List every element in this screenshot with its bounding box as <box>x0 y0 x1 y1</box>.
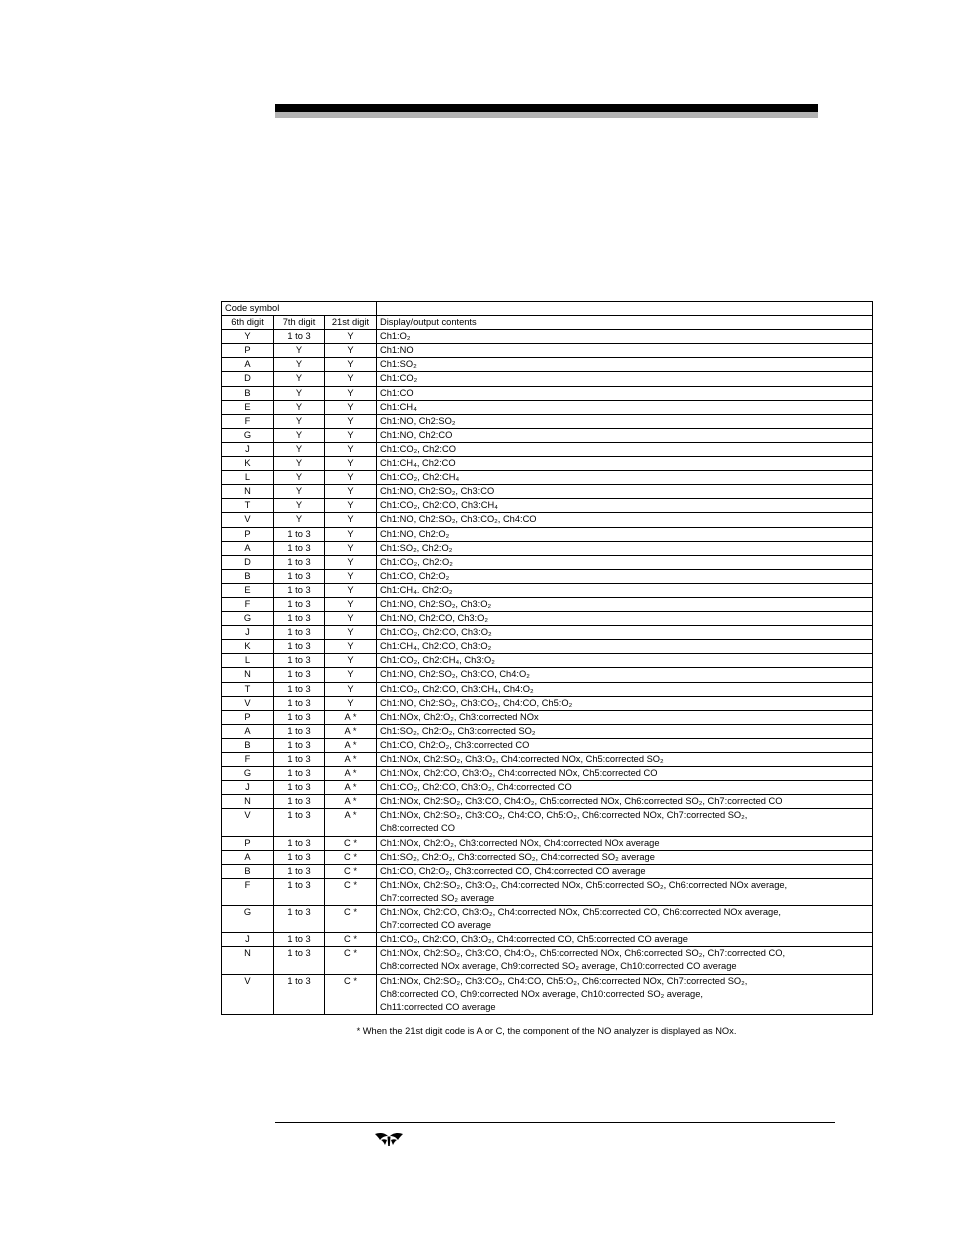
cell-display-output-contents <box>377 724 873 738</box>
cell-7th-digit: Y <box>274 457 325 471</box>
cell-display-output-contents <box>377 330 873 344</box>
cell-7th-digit: 1 to 3 <box>274 753 325 767</box>
content-line: Ch1:CO₂, Ch2:CO, Ch3:O₂, Ch4:corrected CO, Ch5:corrected CO average <box>380 934 688 945</box>
cell-7th-digit: 1 to 3 <box>274 850 325 864</box>
cell-display-output-contents <box>377 626 873 640</box>
cell-7th-digit: 1 to 3 <box>274 878 325 905</box>
table-row <box>222 668 873 682</box>
cell-7th-digit: Y <box>274 513 325 527</box>
table-row <box>222 612 873 626</box>
cell-7th-digit: Y <box>274 386 325 400</box>
cell-21st-digit: Y <box>325 640 377 654</box>
cell-21st-digit: C * <box>325 878 377 905</box>
table-row <box>222 414 873 428</box>
table-row <box>222 330 873 344</box>
cell-display-output-contents <box>377 569 873 583</box>
cell-7th-digit: Y <box>274 442 325 456</box>
cell-7th-digit: 1 to 3 <box>274 330 325 344</box>
content-line: Ch1:CH₄, Ch2:CO, Ch3:O₂ <box>380 641 492 652</box>
cell-21st-digit: Y <box>325 541 377 555</box>
cell-display-output-contents <box>377 583 873 597</box>
cell-6th-digit: V <box>222 696 274 710</box>
cell-21st-digit: A * <box>325 738 377 752</box>
table-row <box>222 767 873 781</box>
table-row <box>222 906 873 933</box>
content-line: Ch8:corrected CO, Ch9:corrected NOx average, Ch10:corrected SO₂ average, <box>380 988 703 999</box>
cell-display-output-contents <box>377 428 873 442</box>
cell-21st-digit: Y <box>325 499 377 513</box>
cell-display-output-contents <box>377 471 873 485</box>
cell-21st-digit: Y <box>325 654 377 668</box>
cell-6th-digit: T <box>222 499 274 513</box>
cell-6th-digit: V <box>222 809 274 836</box>
cell-7th-digit: Y <box>274 344 325 358</box>
cell-7th-digit: 1 to 3 <box>274 541 325 555</box>
table-row <box>222 864 873 878</box>
content-line: Ch1:CH₄. Ch2:O₂ <box>380 584 453 595</box>
content-line: Ch1:CO, Ch2:O₂, Ch3:corrected CO, Ch4:corrected CO average <box>380 865 646 876</box>
table-row <box>222 344 873 358</box>
cell-21st-digit: Y <box>325 344 377 358</box>
cell-7th-digit: 1 to 3 <box>274 738 325 752</box>
content-line: Ch1:CO₂, Ch2:CH₄, Ch3:O₂ <box>380 655 495 666</box>
cell-7th-digit: 1 to 3 <box>274 682 325 696</box>
table-row <box>222 541 873 555</box>
cell-6th-digit: P <box>222 527 274 541</box>
content-line: Ch1:NO, Ch2:CO <box>380 429 453 440</box>
cell-6th-digit: B <box>222 569 274 583</box>
table-row <box>222 809 873 836</box>
content-line: Ch1:SO₂, Ch2:O₂, Ch3:corrected SO₂ <box>380 725 536 736</box>
table-row <box>222 499 873 513</box>
content-line: Ch7:corrected SO₂ average <box>380 892 495 903</box>
content-line: Ch8:corrected CO <box>380 823 455 834</box>
cell-7th-digit: Y <box>274 414 325 428</box>
table-row <box>222 724 873 738</box>
cell-6th-digit: G <box>222 767 274 781</box>
table-row <box>222 850 873 864</box>
cell-display-output-contents <box>377 640 873 654</box>
table-row <box>222 358 873 372</box>
table-row <box>222 626 873 640</box>
cell-21st-digit: C * <box>325 933 377 947</box>
cell-7th-digit: 1 to 3 <box>274 696 325 710</box>
cell-6th-digit: N <box>222 668 274 682</box>
cell-display-output-contents <box>377 738 873 752</box>
cell-21st-digit: C * <box>325 947 377 974</box>
content-line: Ch1:CH₄, Ch2:CO <box>380 458 456 469</box>
footer-rule <box>275 1122 835 1123</box>
cell-6th-digit: F <box>222 878 274 905</box>
cell-display-output-contents <box>377 513 873 527</box>
cell-21st-digit: Y <box>325 626 377 640</box>
cell-21st-digit: A * <box>325 753 377 767</box>
table-header-row <box>222 316 873 330</box>
cell-6th-digit: D <box>222 372 274 386</box>
table-row <box>222 485 873 499</box>
cell-6th-digit: F <box>222 414 274 428</box>
cell-display-output-contents <box>377 358 873 372</box>
table-row <box>222 372 873 386</box>
table-row <box>222 710 873 724</box>
table-row <box>222 428 873 442</box>
cell-display-output-contents <box>377 344 873 358</box>
content-line: Ch11:corrected CO average <box>380 1001 496 1012</box>
cell-7th-digit: Y <box>274 358 325 372</box>
cell-7th-digit: 1 to 3 <box>274 640 325 654</box>
table-row <box>222 696 873 710</box>
footnote: * When the 21st digit code is A or C, the component of the NO analyzer is displayed as NOx. <box>356 1026 737 1036</box>
table-row <box>222 878 873 905</box>
content-line: Ch1:NOx, Ch2:CO, Ch3:O₂, Ch4:corrected NOx, Ch5:corrected CO, Ch6:corrected NOx average, <box>380 907 781 918</box>
cell-6th-digit: P <box>222 344 274 358</box>
cell-7th-digit: Y <box>274 499 325 513</box>
table-row <box>222 555 873 569</box>
cell-6th-digit: L <box>222 654 274 668</box>
cell-7th-digit: 1 to 3 <box>274 864 325 878</box>
cell-6th-digit: V <box>222 974 274 1014</box>
content-line: Ch1:CO₂, Ch2:CO <box>380 443 456 454</box>
content-line: Ch1:NOx, Ch2:SO₂, Ch3:CO₂, Ch4:CO, Ch5:O₂, Ch6:corrected NOx, Ch7:corrected SO₂, <box>380 810 748 821</box>
cell-7th-digit: Y <box>274 400 325 414</box>
cell-6th-digit: J <box>222 442 274 456</box>
content-line: Ch1:CO, Ch2:O₂, Ch3:corrected CO <box>380 739 530 750</box>
cell-21st-digit: Y <box>325 569 377 583</box>
cell-6th-digit: B <box>222 864 274 878</box>
cell-7th-digit: 1 to 3 <box>274 626 325 640</box>
cell-21st-digit: Y <box>325 330 377 344</box>
cell-21st-digit: Y <box>325 358 377 372</box>
table-row <box>222 836 873 850</box>
cell-6th-digit: K <box>222 457 274 471</box>
cell-21st-digit: Y <box>325 471 377 485</box>
cell-6th-digit: J <box>222 781 274 795</box>
cell-display-output-contents <box>377 947 873 974</box>
cell-7th-digit: 1 to 3 <box>274 836 325 850</box>
cell-6th-digit: P <box>222 710 274 724</box>
cell-7th-digit: 1 to 3 <box>274 527 325 541</box>
table-row <box>222 442 873 456</box>
cell-6th-digit: G <box>222 906 274 933</box>
content-line: Ch1:CO₂, Ch2:CH₄ <box>380 472 460 483</box>
cell-7th-digit: 1 to 3 <box>274 569 325 583</box>
header-rule-shadow <box>275 112 818 118</box>
content-line: Ch1:CO₂, Ch2:O₂ <box>380 556 453 567</box>
table-row <box>222 386 873 400</box>
cell-display-output-contents <box>377 767 873 781</box>
cell-display-output-contents <box>377 612 873 626</box>
cell-display-output-contents <box>377 710 873 724</box>
content-line: Ch1:O₂ <box>380 331 411 342</box>
content-line: Ch1:NOx, Ch2:SO₂, Ch3:CO₂, Ch4:CO, Ch5:O₂, Ch6:corrected NOx, Ch7:corrected SO₂, <box>380 975 748 986</box>
table-row <box>222 933 873 947</box>
cell-7th-digit: 1 to 3 <box>274 583 325 597</box>
cell-display-output-contents <box>377 442 873 456</box>
table-row <box>222 569 873 583</box>
content-line: Ch1:NOx, Ch2:O₂, Ch3:corrected NOx, Ch4:corrected NOx average <box>380 837 660 848</box>
header-rule <box>275 104 818 112</box>
cell-display-output-contents <box>377 850 873 864</box>
cell-7th-digit: 1 to 3 <box>274 947 325 974</box>
table-row <box>222 583 873 597</box>
cell-7th-digit: Y <box>274 485 325 499</box>
cell-21st-digit: Y <box>325 527 377 541</box>
content-line: Ch1:NO, Ch2:SO₂, Ch3:CO, Ch4:O₂ <box>380 669 530 680</box>
cell-21st-digit: Y <box>325 485 377 499</box>
table-row <box>222 400 873 414</box>
cell-21st-digit: A * <box>325 724 377 738</box>
cell-display-output-contents <box>377 668 873 682</box>
content-line: Ch1:NOx, Ch2:SO₂, Ch3:CO, Ch4:O₂, Ch5:corrected NOx, Ch6:corrected SO₂, Ch7:corrected CO <box>380 796 783 807</box>
cell-6th-digit: N <box>222 485 274 499</box>
content-line: Ch7:corrected CO average <box>380 920 492 931</box>
content-line: Ch1:NO, Ch2:SO₂, Ch3:CO₂, Ch4:CO <box>380 514 537 525</box>
cell-display-output-contents <box>377 809 873 836</box>
content-line: Ch1:SO₂ <box>380 359 417 370</box>
table-row <box>222 682 873 696</box>
cell-7th-digit: Y <box>274 372 325 386</box>
code-symbol-table <box>221 301 873 1015</box>
cell-21st-digit: C * <box>325 906 377 933</box>
cell-7th-digit: 1 to 3 <box>274 654 325 668</box>
content-line: Ch1:CO <box>380 387 414 398</box>
table-row <box>222 527 873 541</box>
content-line: Ch1:SO₂, Ch2:O₂, Ch3:corrected SO₂, Ch4:corrected SO₂ average <box>380 851 655 862</box>
cell-21st-digit: Y <box>325 555 377 569</box>
cell-7th-digit: 1 to 3 <box>274 933 325 947</box>
cell-display-output-contents <box>377 753 873 767</box>
content-line: Ch1:NO, Ch2:SO₂, Ch3:CO₂, Ch4:CO, Ch5:O₂ <box>380 697 573 708</box>
table-row <box>222 753 873 767</box>
cell-7th-digit: 1 to 3 <box>274 809 325 836</box>
cell-21st-digit: Y <box>325 668 377 682</box>
cell-21st-digit: Y <box>325 457 377 471</box>
header-display-output-contents: Display/output contents <box>377 316 873 330</box>
table-row <box>222 597 873 611</box>
cell-6th-digit: K <box>222 640 274 654</box>
cell-21st-digit: Y <box>325 386 377 400</box>
cell-6th-digit: N <box>222 795 274 809</box>
cell-6th-digit: A <box>222 724 274 738</box>
cell-21st-digit: A * <box>325 710 377 724</box>
cell-display-output-contents <box>377 555 873 569</box>
cell-7th-digit: 1 to 3 <box>274 668 325 682</box>
cell-6th-digit: F <box>222 753 274 767</box>
content-line: Ch1:NOx, Ch2:SO₂, Ch3:O₂, Ch4:corrected NOx, Ch5:corrected SO₂, Ch6:corrected NOx average, <box>380 879 788 890</box>
cell-21st-digit: Y <box>325 442 377 456</box>
content-line: Ch1:CO₂, Ch2:CO, Ch3:CH₄ <box>380 500 498 511</box>
cell-display-output-contents <box>377 974 873 1014</box>
cell-21st-digit: Y <box>325 414 377 428</box>
table-row <box>222 471 873 485</box>
cell-display-output-contents <box>377 400 873 414</box>
cell-21st-digit: Y <box>325 696 377 710</box>
cell-6th-digit: V <box>222 513 274 527</box>
cell-display-output-contents <box>377 386 873 400</box>
table-row <box>222 640 873 654</box>
cell-7th-digit: 1 to 3 <box>274 724 325 738</box>
cell-display-output-contents <box>377 878 873 905</box>
header-6th-digit: 6th digit <box>222 316 274 330</box>
cell-7th-digit: 1 to 3 <box>274 781 325 795</box>
content-line: Ch1:NO, Ch2:CO, Ch3:O₂ <box>380 613 488 624</box>
content-line: Ch1:NOx, Ch2:O₂, Ch3:corrected NOx <box>380 711 539 722</box>
cell-7th-digit: 1 to 3 <box>274 710 325 724</box>
cell-7th-digit: 1 to 3 <box>274 612 325 626</box>
cell-6th-digit: E <box>222 400 274 414</box>
cell-6th-digit: L <box>222 471 274 485</box>
content-line: Ch1:CO₂ <box>380 373 418 384</box>
cell-21st-digit: C * <box>325 974 377 1014</box>
cell-7th-digit: 1 to 3 <box>274 795 325 809</box>
content-line: Ch1:CO₂, Ch2:CO, Ch3:CH₄, Ch4:O₂ <box>380 683 534 694</box>
content-line: Ch1:NO, Ch2:SO₂ <box>380 415 456 426</box>
table-header-row-group <box>222 302 873 316</box>
cell-6th-digit: G <box>222 428 274 442</box>
cell-display-output-contents <box>377 597 873 611</box>
cell-6th-digit: J <box>222 933 274 947</box>
cell-display-output-contents <box>377 485 873 499</box>
cell-7th-digit: Y <box>274 428 325 442</box>
cell-21st-digit: Y <box>325 583 377 597</box>
cell-7th-digit: 1 to 3 <box>274 767 325 781</box>
content-line: Ch8:corrected NOx average, Ch9:corrected SO₂ average, Ch10:corrected CO average <box>380 961 737 972</box>
table-row <box>222 781 873 795</box>
cell-21st-digit: Y <box>325 612 377 626</box>
cell-21st-digit: Y <box>325 682 377 696</box>
cell-display-output-contents <box>377 654 873 668</box>
cell-21st-digit: Y <box>325 597 377 611</box>
cell-6th-digit: J <box>222 626 274 640</box>
blank-header-cell <box>377 302 873 316</box>
cell-21st-digit: Y <box>325 372 377 386</box>
cell-21st-digit: C * <box>325 850 377 864</box>
cell-display-output-contents <box>377 541 873 555</box>
header-7th-digit: 7th digit <box>274 316 325 330</box>
content-line: Ch1:NOx, Ch2:SO₂, Ch3:O₂, Ch4:corrected NOx, Ch5:corrected SO₂ <box>380 754 664 764</box>
content-line: Ch1:CO₂, Ch2:CO, Ch3:O₂ <box>380 627 492 638</box>
content-line: Ch1:CO, Ch2:O₂ <box>380 570 450 581</box>
cell-7th-digit: 1 to 3 <box>274 906 325 933</box>
cell-6th-digit: P <box>222 836 274 850</box>
cell-6th-digit: E <box>222 583 274 597</box>
cell-6th-digit: A <box>222 541 274 555</box>
table-row <box>222 947 873 974</box>
cell-7th-digit: 1 to 3 <box>274 597 325 611</box>
content-line: Ch1:NOx, Ch2:SO₂, Ch3:CO, Ch4:O₂, Ch5:corrected NOx, Ch6:corrected SO₂, Ch7:corrected CO, <box>380 948 786 959</box>
cell-7th-digit: Y <box>274 471 325 485</box>
cell-display-output-contents <box>377 372 873 386</box>
cell-display-output-contents <box>377 933 873 947</box>
cell-display-output-contents <box>377 457 873 471</box>
cell-21st-digit: Y <box>325 513 377 527</box>
header-21st-digit: 21st digit <box>325 316 377 330</box>
cell-6th-digit: T <box>222 682 274 696</box>
cell-6th-digit: Y <box>222 330 274 344</box>
cell-21st-digit: Y <box>325 428 377 442</box>
content-line: Ch1:NO <box>380 345 414 356</box>
table-body <box>222 330 873 1015</box>
cell-display-output-contents <box>377 696 873 710</box>
content-line: Ch1:NO, Ch2:SO₂, Ch3:CO <box>380 486 495 497</box>
code-symbol-header: Code symbol <box>222 302 377 316</box>
cell-21st-digit: A * <box>325 809 377 836</box>
cell-6th-digit: B <box>222 738 274 752</box>
content-line: Ch1:NO, Ch2:O₂ <box>380 528 450 539</box>
cell-7th-digit: 1 to 3 <box>274 555 325 569</box>
table-row <box>222 795 873 809</box>
cell-display-output-contents <box>377 414 873 428</box>
cell-7th-digit: 1 to 3 <box>274 974 325 1014</box>
cell-6th-digit: G <box>222 612 274 626</box>
content-line: Ch1:CH₄ <box>380 401 417 412</box>
table-row <box>222 974 873 1014</box>
table-row <box>222 654 873 668</box>
cell-display-output-contents <box>377 527 873 541</box>
cell-6th-digit: A <box>222 358 274 372</box>
cell-display-output-contents <box>377 864 873 878</box>
cell-6th-digit: F <box>222 597 274 611</box>
cell-6th-digit: A <box>222 850 274 864</box>
cell-6th-digit: D <box>222 555 274 569</box>
cell-21st-digit: A * <box>325 795 377 809</box>
cell-6th-digit: N <box>222 947 274 974</box>
content-line: Ch1:SO₂, Ch2:O₂ <box>380 542 453 553</box>
table-row <box>222 513 873 527</box>
cell-display-output-contents <box>377 906 873 933</box>
content-line: Ch1:CO₂, Ch2:CO, Ch3:O₂, Ch4:corrected CO <box>380 782 572 793</box>
content-line: Ch1:NOx, Ch2:CO, Ch3:O₂, Ch4:corrected NOx, Ch5:corrected CO <box>380 768 658 779</box>
cell-display-output-contents <box>377 795 873 809</box>
cell-display-output-contents <box>377 499 873 513</box>
cell-21st-digit: C * <box>325 864 377 878</box>
cell-display-output-contents <box>377 836 873 850</box>
cell-display-output-contents <box>377 682 873 696</box>
cell-6th-digit: B <box>222 386 274 400</box>
cell-display-output-contents <box>377 781 873 795</box>
table-row <box>222 457 873 471</box>
cell-21st-digit: A * <box>325 767 377 781</box>
cell-21st-digit: A * <box>325 781 377 795</box>
cell-21st-digit: Y <box>325 400 377 414</box>
content-line: Ch1:NO, Ch2:SO₂, Ch3:O₂ <box>380 598 492 609</box>
cell-21st-digit: C * <box>325 836 377 850</box>
company-logo-icon <box>374 1131 404 1147</box>
table-row <box>222 738 873 752</box>
